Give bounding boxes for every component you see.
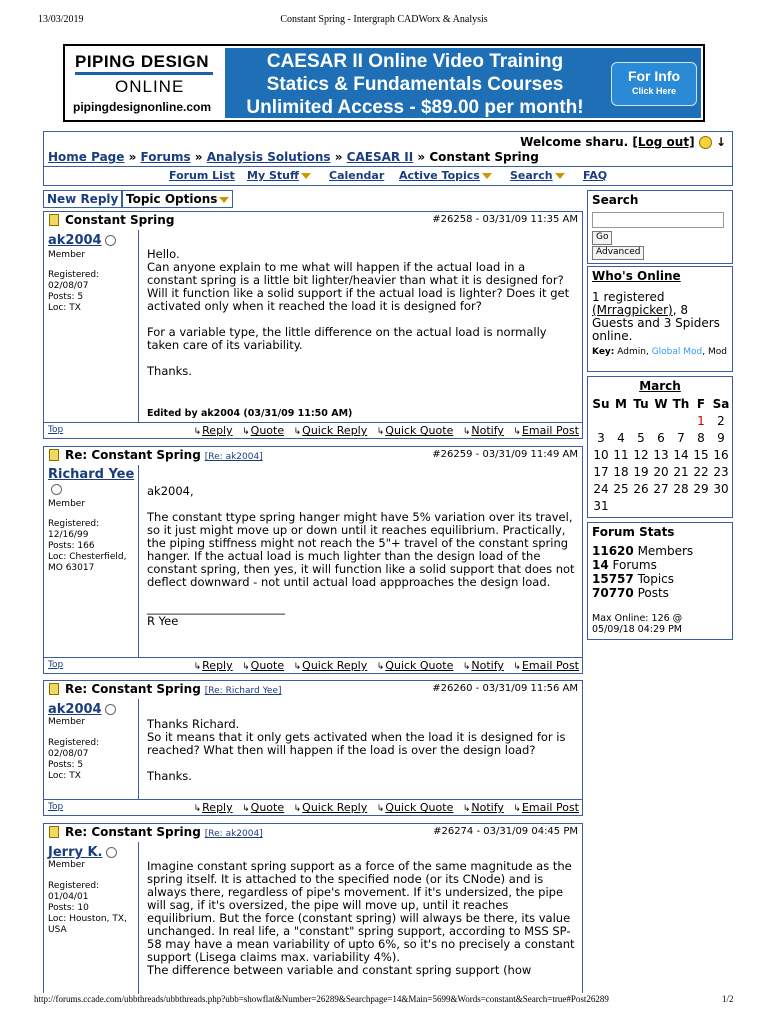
post-icon — [49, 214, 59, 226]
calendar-day[interactable]: 24 — [593, 481, 609, 496]
stat-topics-label: Topics — [633, 572, 674, 586]
logo-line2: ONLINE — [115, 77, 185, 96]
reply-to — [205, 829, 263, 839]
calendar-day-today[interactable]: 1 — [697, 413, 705, 428]
max-online: Max Online: 126 @ 05/09/18 04:29 PM — [592, 613, 683, 635]
post-footer — [44, 799, 582, 816]
quick-reply-link[interactable]: ↳ Quick Reply — [294, 659, 368, 672]
calendar-day[interactable]: 26 — [633, 481, 649, 496]
calendar-day[interactable]: 10 — [593, 447, 609, 462]
post — [43, 446, 583, 674]
go-button[interactable]: Go — [592, 231, 612, 245]
notify-link[interactable]: ↳ Notify — [463, 659, 504, 672]
weekday-label: M — [615, 396, 627, 411]
weekday-label: Tu — [633, 396, 649, 411]
calendar-day[interactable]: 29 — [693, 481, 709, 496]
post-icon — [49, 449, 59, 461]
online-user-link[interactable]: (Mrragpicker) — [592, 303, 673, 317]
stat-forums — [592, 558, 657, 572]
calendar-day[interactable]: 13 — [653, 447, 669, 462]
calendar-day[interactable]: 20 — [653, 464, 669, 479]
weekday-label: W — [654, 396, 668, 411]
author-link[interactable] — [48, 467, 134, 482]
crumb-home[interactable]: Home Page — [48, 150, 125, 164]
crumb-separator: » — [417, 150, 426, 164]
calendar-day — [671, 412, 691, 429]
stat-forums-label: Forums — [608, 558, 657, 572]
post-author-panel — [44, 842, 139, 994]
calendar-day[interactable]: 8 — [697, 430, 705, 445]
stat-topics — [592, 572, 674, 586]
welcome-bar — [520, 135, 726, 149]
search-title: Search — [592, 193, 639, 207]
post-footer — [44, 657, 582, 674]
banner-line2: Statics & Fundamentals Courses — [266, 74, 564, 95]
post-author-panel — [44, 465, 139, 657]
calendar-day — [691, 497, 711, 514]
for-info-button[interactable] — [611, 62, 697, 106]
forum-header — [43, 131, 733, 186]
menu-faq[interactable]: FAQ — [583, 169, 608, 182]
post-body: Thanks Richard. So it means that it only gets activated when the load it is designed for is reached? What then will happen if the load is over the design load? Thanks. — [147, 717, 566, 783]
author-name: Richard Yee — [48, 467, 135, 482]
quote-link[interactable]: ↳ Quote — [242, 659, 284, 672]
post-author-panel — [44, 699, 139, 799]
quick-reply-link[interactable]: ↳ Quick Reply — [294, 801, 368, 814]
calendar-day[interactable]: 12 — [633, 447, 649, 462]
email-post-link[interactable]: ↳ Email Post — [513, 659, 579, 672]
stat-posts-label: Posts — [633, 586, 669, 600]
menu-search-label: Search — [510, 169, 553, 182]
post-number: #26260 - 03/31/09 11:56 AM — [432, 683, 578, 694]
quote-link[interactable]: ↳ Quote — [242, 801, 284, 814]
calendar-weekdays — [591, 395, 731, 412]
quick-reply-link[interactable]: ↳ Quick Reply — [294, 424, 368, 437]
calendar-day[interactable]: 9 — [717, 430, 725, 445]
crumb-forums[interactable]: Forums — [140, 150, 191, 164]
advanced-search-button[interactable]: Advanced — [592, 246, 644, 260]
author-info: Registered: 01/04/01 Posts: 10 Loc: Houston, TX, USA — [48, 881, 127, 935]
calendar-day[interactable]: 31 — [593, 498, 609, 513]
logo-bar — [75, 72, 213, 75]
breadcrumb — [48, 150, 539, 164]
top-link[interactable]: Top — [48, 660, 64, 670]
calendar-day — [671, 497, 691, 514]
post-footer — [44, 422, 582, 439]
whos-online-box — [587, 266, 733, 372]
post-body: Hello. Can anyone explain to me what will happen if the actual load in a constant spring is a little bit lighter/heavier than what it is designed for? Will it function like a solid support if the actual load is lighter? Does it get activated only when it reached the load it is designed for? For a variable type, the little difference on the actual load is normally taken care of its variability. Thanks. — [147, 247, 570, 378]
menu-search[interactable] — [510, 169, 565, 182]
logo-url: pipingdesignonline.com — [73, 100, 211, 114]
calendar-day[interactable]: 14 — [673, 447, 689, 462]
post-icon — [49, 683, 59, 695]
author-name: ak2004 — [48, 233, 102, 248]
post-subject — [65, 682, 282, 696]
post-header — [44, 447, 582, 465]
smiley-icon — [699, 136, 712, 149]
calendar-day[interactable]: 25 — [613, 481, 629, 496]
calendar-day — [611, 412, 631, 429]
post-actions — [188, 659, 579, 672]
author-link[interactable] — [48, 702, 116, 717]
guests-text: , 8 Guests and 3 Spiders online. — [592, 303, 720, 343]
dropdown-icon — [301, 173, 311, 179]
edited-note: Edited by ak2004 (03/31/09 11:50 AM) — [147, 408, 353, 419]
post-subject-text: Re: Constant Spring — [65, 682, 201, 696]
calendar-day[interactable]: 16 — [713, 447, 729, 462]
calendar-day[interactable]: 18 — [613, 464, 629, 479]
reply-link[interactable]: ↳ Reply — [194, 801, 233, 814]
whos-online-title[interactable]: Who's Online — [592, 269, 681, 283]
calendar-day — [631, 412, 651, 429]
post-header — [44, 681, 582, 699]
stat-members — [592, 544, 693, 558]
notify-link[interactable]: ↳ Notify — [463, 424, 504, 437]
menu-my-stuff[interactable] — [247, 169, 311, 182]
banner-logo — [71, 50, 221, 118]
notify-link[interactable]: ↳ Notify — [463, 801, 504, 814]
author-role: Member — [48, 860, 86, 870]
author-name: ak2004 — [48, 702, 102, 717]
quick-quote-link[interactable]: ↳ Quick Quote — [377, 424, 454, 437]
post-subject: Constant Spring — [65, 213, 175, 227]
crumb-separator: » — [334, 150, 343, 164]
banner-line1: CAESAR II Online Video Training — [266, 51, 564, 72]
calendar-month[interactable]: March — [639, 379, 681, 393]
calendar-day[interactable]: 15 — [693, 447, 709, 462]
calendar-day[interactable]: 23 — [713, 464, 729, 479]
reply-to — [205, 452, 263, 462]
post-actions — [188, 424, 579, 437]
weekday-label: Su — [592, 396, 610, 411]
status-icon — [51, 484, 62, 495]
post-subject — [65, 448, 263, 462]
menu-my-stuff-label: My Stuff — [247, 169, 299, 182]
dropdown-icon — [555, 173, 565, 179]
forum-stats-box — [587, 522, 733, 640]
key-mod: Mod — [707, 347, 727, 357]
stat-members-label: Members — [633, 544, 694, 558]
stat-posts-count: 70770 — [592, 586, 634, 600]
calendar-week — [591, 497, 731, 514]
calendar-day[interactable]: 28 — [673, 481, 689, 496]
menu-calendar[interactable]: Calendar — [329, 169, 385, 182]
print-url: http://forums.ccade.com/ubbthreads/ubbthreads.php?ubb=showflat&Number=26289&Searchpage=14&Main=5699&Words=constant&Search=true#Post26289 — [34, 994, 609, 1004]
calendar-day[interactable]: 5 — [637, 430, 645, 445]
key-global-mod: Global Mod — [651, 347, 703, 357]
key-label: Key: — [592, 347, 615, 357]
print-title: Constant Spring - Intergraph CADWorx & Analysis — [280, 14, 488, 25]
banner-promo[interactable] — [225, 48, 701, 118]
crumb-caesar-ii[interactable]: CAESAR II — [346, 150, 414, 164]
registered-count: 1 registered — [592, 290, 665, 304]
post — [43, 211, 583, 439]
calendar-week — [591, 480, 731, 497]
post — [43, 680, 583, 816]
status-icon — [105, 235, 116, 246]
online-key: Key: Admin, Global Mod, Mod — [592, 347, 727, 357]
calendar-week — [591, 412, 731, 429]
calendar-day[interactable]: 27 — [653, 481, 669, 496]
weekday-label: F — [696, 396, 706, 411]
reply-link[interactable]: ↳ Reply — [194, 424, 233, 437]
search-input[interactable] — [592, 212, 724, 228]
calendar-day — [591, 412, 611, 429]
search-box — [587, 190, 733, 264]
menu-active-topics[interactable] — [399, 169, 492, 182]
stat-topics-count: 15757 — [592, 572, 634, 586]
reply-link[interactable]: ↳ Reply — [194, 659, 233, 672]
calendar-day — [651, 497, 671, 514]
topic-options-button[interactable] — [122, 190, 233, 208]
logout-link[interactable]: [Log out] — [632, 135, 695, 149]
reply-to-link[interactable]: [Re: Richard Yee] — [204, 686, 282, 696]
calendar-day[interactable]: 30 — [713, 481, 729, 496]
crumb-separator: » — [128, 150, 137, 164]
for-info-label: For Info — [627, 68, 681, 84]
top-link[interactable]: Top — [48, 425, 64, 435]
quick-quote-link[interactable]: ↳ Quick Quote — [377, 801, 454, 814]
quote-link[interactable]: ↳ Quote — [242, 424, 284, 437]
author-role: Member — [48, 717, 86, 727]
calendar-box — [587, 376, 733, 518]
calendar-day[interactable]: 22 — [693, 464, 709, 479]
top-link[interactable]: Top — [48, 802, 64, 812]
whos-online-text — [592, 291, 728, 343]
stat-posts — [592, 586, 669, 600]
calendar-week — [591, 429, 731, 446]
calendar-day — [651, 412, 671, 429]
post-subject — [65, 825, 263, 839]
post-icon — [49, 826, 59, 838]
new-reply-button[interactable]: New Reply — [43, 190, 122, 208]
calendar-day — [631, 497, 651, 514]
forum-stats-title: Forum Stats — [592, 525, 675, 539]
post-author-panel — [44, 230, 139, 422]
print-date: 13/03/2019 — [38, 14, 84, 25]
topic-options-label: Topic Options — [126, 192, 218, 206]
post-number: #26274 - 03/31/09 04:45 PM — [433, 826, 578, 837]
quick-quote-link[interactable]: ↳ Quick Quote — [377, 659, 454, 672]
post-actions — [188, 801, 579, 814]
calendar-day — [711, 497, 731, 514]
calendar-day[interactable]: 21 — [673, 464, 689, 479]
menu-forum-list[interactable]: Forum List — [169, 169, 235, 182]
calendar-day[interactable]: 2 — [717, 413, 725, 428]
menu-bar — [44, 166, 732, 186]
status-icon — [106, 847, 117, 858]
welcome-text: Welcome sharu. — [520, 135, 629, 149]
menu-active-topics-label: Active Topics — [399, 169, 480, 182]
dropdown-icon — [219, 197, 229, 203]
print-page: 1/2 — [722, 994, 734, 1004]
email-post-link[interactable]: ↳ Email Post — [513, 424, 579, 437]
post-header — [44, 212, 582, 230]
post-body: ak2004, The constant ttype spring hanger might have 5% variation over its travel, so it just might move up or down until it reaches equilibrium. Practically, the piping stiffness might not reach the 5"+ travel of the constant spring hanger. If the actual load is much lighter than the design load of the constant spring, then yes, it will function like a solid support that does not deflect downward - not until actual load appproaches the design load. ________________________ R Yee — [147, 484, 575, 628]
reply-to-link[interactable]: [Re: ak2004] — [204, 452, 263, 462]
key-admin: Admin — [617, 347, 646, 357]
logo-line1: PIPING DESIGN — [75, 52, 210, 71]
arrow-down-icon[interactable]: ↓ — [715, 135, 726, 149]
calendar-week — [591, 446, 731, 463]
calendar-week — [591, 463, 731, 480]
author-name: Jerry K. — [48, 845, 103, 860]
post-header — [44, 824, 582, 842]
dropdown-icon — [482, 173, 492, 179]
post-subject-text: Re: Constant Spring — [65, 825, 201, 839]
calendar-day[interactable]: 7 — [677, 430, 685, 445]
email-post-link[interactable]: ↳ Email Post — [513, 801, 579, 814]
banner-line3: Unlimited Access - $89.00 per month! — [246, 97, 584, 118]
post-number: #26258 - 03/31/09 11:35 AM — [432, 214, 578, 225]
post — [43, 823, 583, 993]
post-number: #26259 - 03/31/09 11:49 AM — [432, 449, 578, 460]
calendar-day[interactable]: 4 — [617, 430, 625, 445]
calendar-day[interactable]: 3 — [597, 430, 605, 445]
author-info: Registered: 02/08/07 Posts: 5 Loc: TX — [48, 270, 100, 313]
calendar-day[interactable]: 11 — [613, 447, 629, 462]
crumb-separator: » — [194, 150, 203, 164]
author-link[interactable] — [48, 233, 116, 248]
author-role: Member — [48, 250, 86, 260]
click-here-label: Click Here — [631, 86, 677, 96]
crumb-current: Constant Spring — [429, 150, 539, 164]
reply-to-link[interactable]: [Re: ak2004] — [204, 829, 263, 839]
stat-members-count: 11620 — [592, 544, 634, 558]
calendar-grid — [591, 395, 731, 514]
calendar-day[interactable]: 19 — [633, 464, 649, 479]
weekday-label: Sa — [712, 396, 730, 411]
crumb-analysis-solutions[interactable]: Analysis Solutions — [206, 150, 331, 164]
banner-ad[interactable] — [63, 44, 705, 122]
calendar-day — [611, 497, 631, 514]
author-info: Registered: 12/16/99 Posts: 166 Loc: Chesterfield, MO 63017 — [48, 519, 127, 573]
weekday-label: Th — [672, 396, 690, 411]
author-role: Member — [48, 499, 86, 509]
author-info: Registered: 02/08/07 Posts: 5 Loc: TX — [48, 738, 100, 781]
reply-to — [205, 686, 282, 696]
author-link[interactable] — [48, 845, 117, 860]
status-icon — [105, 704, 116, 715]
calendar-day[interactable]: 17 — [593, 464, 609, 479]
calendar-day[interactable]: 6 — [657, 430, 665, 445]
post-subject-text: Re: Constant Spring — [65, 448, 201, 462]
post-body: Imagine constant spring support as a force of the same magnitude as the spring itself. It is attached to the specified node (or its CNode) and is always there, regardless of pipe's movement. If it's undersized, the pipe will sag, if it's oversized, the pipe will move up, until it reaches equilibrium. But the force (constant spring) will always be there, its value unchanged. In real life, a "constant" spring support, according to MSS SP-58 may have a mean variability of upto 6%, so it's no precisely a constant support (Lisega claims max. variability 4%). The difference between variable and constant spring support (how — [147, 859, 575, 977]
stat-forums-count: 14 — [592, 558, 609, 572]
